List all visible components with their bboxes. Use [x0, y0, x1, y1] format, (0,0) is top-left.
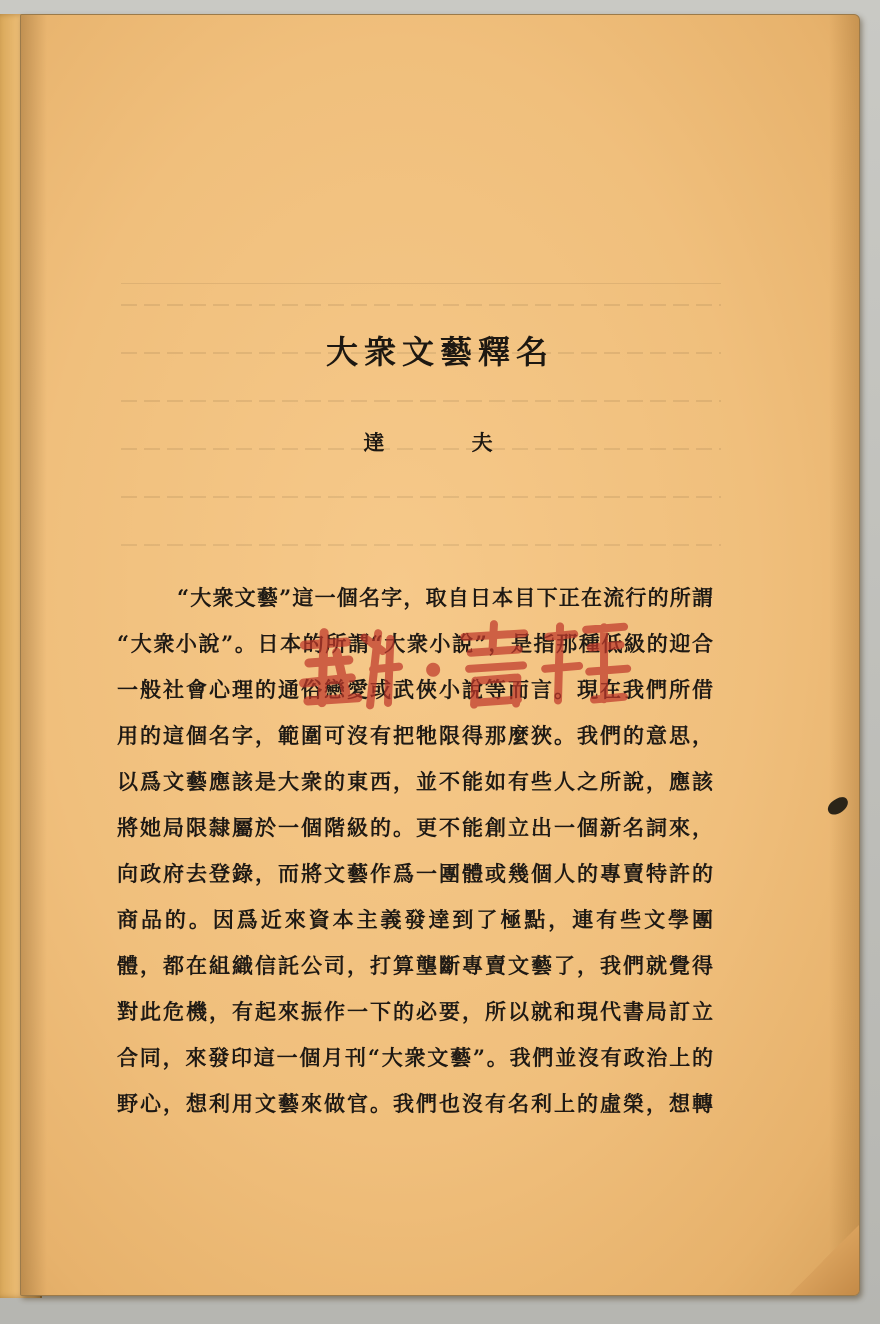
- article-title: 大衆文藝釋名: [325, 333, 554, 371]
- library-seal-stamp: [286, 614, 638, 713]
- body-line: 合同，來發印這一個月刊“大衆文藝”。我們並沒有政治上的: [117, 1045, 713, 1070]
- bleed-header-rule: [121, 283, 721, 284]
- body-line: 對此危機，有起來振作一下的必要，所以就和現代書局訂立: [117, 999, 713, 1024]
- body-line: “大衆小說”。日本的所謂“大衆小說”，是指那種低級的迎合: [117, 631, 713, 656]
- bleed-line: [121, 400, 721, 402]
- page-right-edge-shadow: [829, 15, 859, 1295]
- body-line: 商品的。因爲近來資本主義發達到了極點，連有些文學團: [117, 907, 713, 932]
- bleed-line: [121, 544, 721, 546]
- page-corner-wear: [789, 1225, 859, 1295]
- body-line: 以爲文藝應該是大衆的東西，並不能如有些人之所說，應該: [117, 769, 713, 794]
- book-page: [20, 14, 860, 1296]
- page-gutter-shadow: [21, 15, 47, 1295]
- body-line: 體，都在組織信託公司，打算壟斷專賣文藝了，我們就覺得: [117, 953, 713, 978]
- body-line: 一般社會心理的通俗戀愛或武俠小說等而言。現在我們所借: [117, 677, 713, 702]
- body-line: 用的這個名字，範圍可沒有把牠限得那麼狹。我們的意思，: [117, 723, 713, 748]
- bleed-line: [121, 496, 721, 498]
- reverse-page-show-through: [121, 245, 721, 585]
- article-author: 達 夫: [363, 430, 533, 455]
- body-line: 向政府去登錄，而將文藝作爲一團體或幾個人的專賣特許的: [117, 861, 713, 886]
- bleed-line: [121, 304, 721, 306]
- body-line: “大衆文藝”這一個名字，取自日本目下正在流行的所謂: [177, 585, 713, 610]
- stamp-glyph-strokes: [302, 621, 628, 709]
- body-line: 野心，想利用文藝來做官。我們也沒有名利上的虛榮，想轉: [117, 1091, 713, 1116]
- body-line: 將她局限隸屬於一個階級的。更不能創立出一個新名詞來，: [117, 815, 713, 840]
